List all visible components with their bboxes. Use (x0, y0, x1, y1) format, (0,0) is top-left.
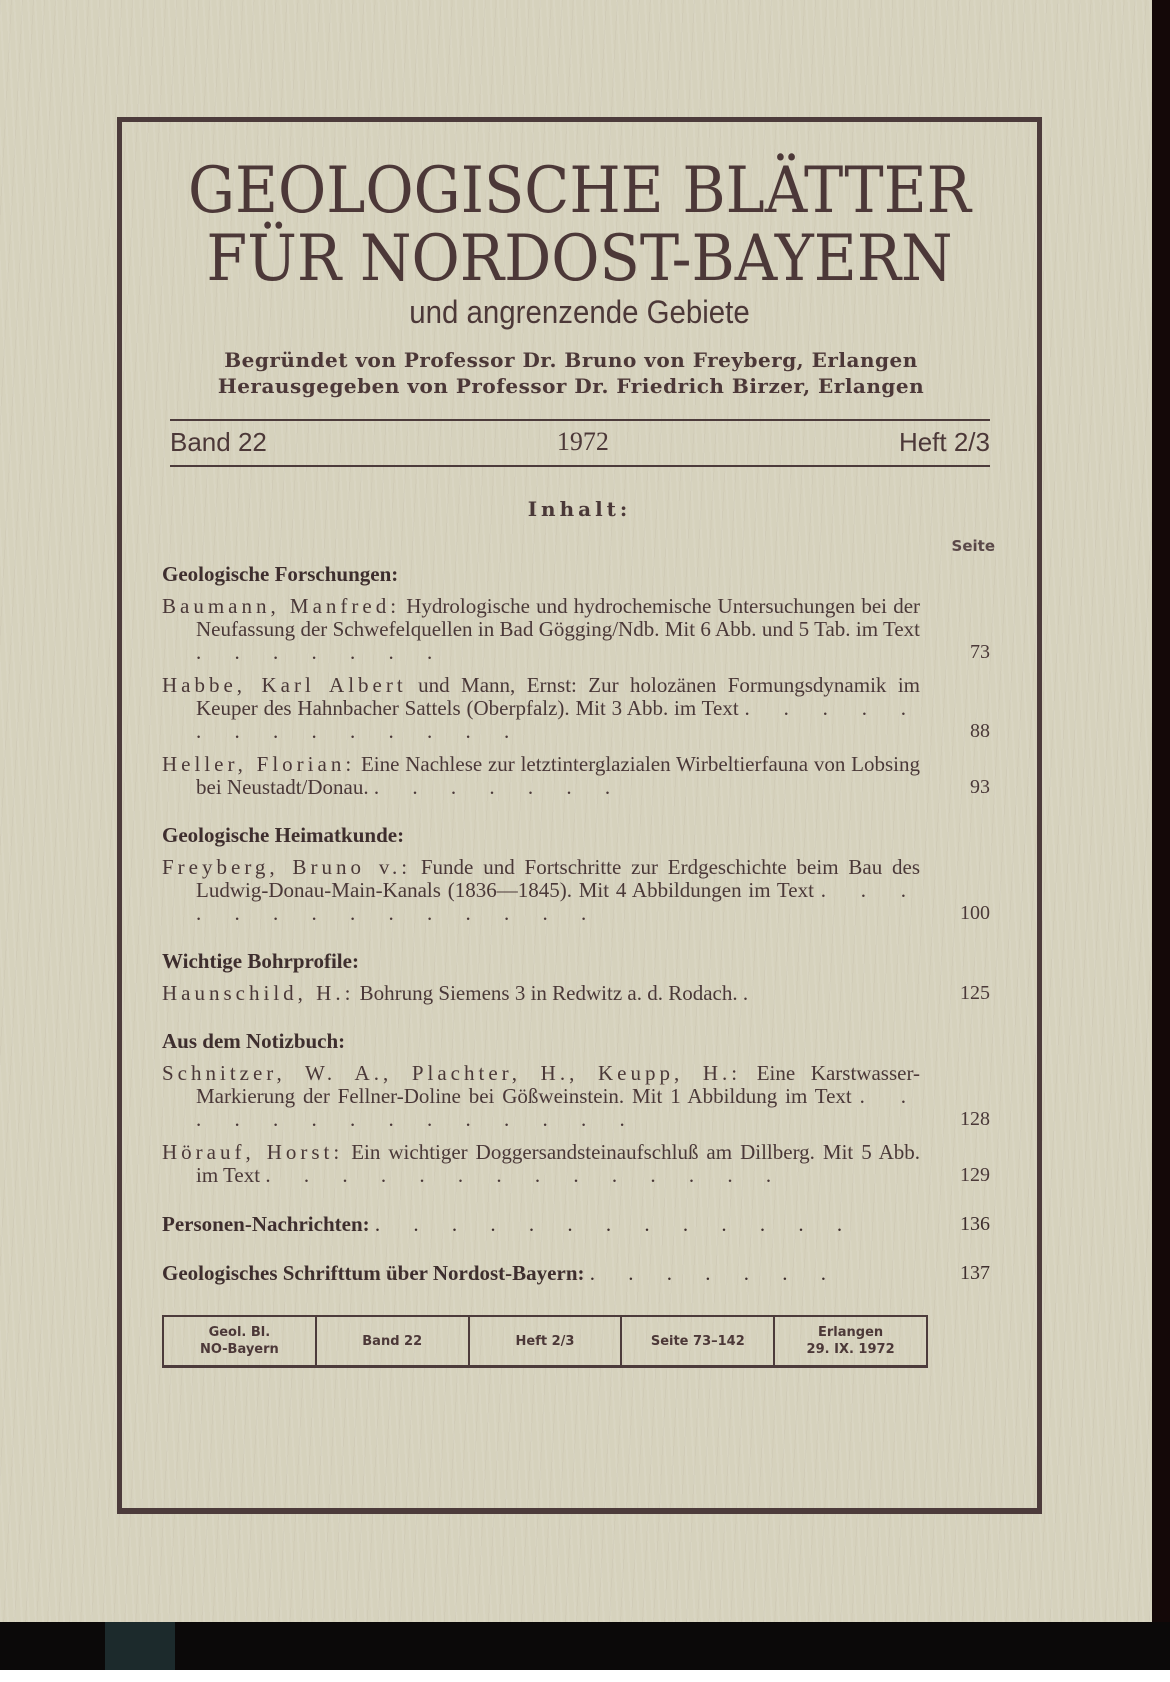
citation-text: Geol. Bl. (208, 1325, 271, 1340)
leader-dots: . . . . . . . . . . . . . . (196, 696, 921, 743)
entry-page-number: 125 (960, 982, 990, 1004)
toc-entry[interactable] (162, 1062, 990, 1131)
edited-by-line: Herausgegeben von Professor Dr. Friedrich Birzer, Erlangen (217, 374, 925, 398)
entry-title: Hydrologische und hydrochemische Untersuchungen bei der Neufassung der Schwefelquellen in Bad Gögging/Ndb. Mit 6 Abb. und 5 Tab. im Text (196, 594, 921, 641)
leader-dots: . . . . . . . (589, 1261, 840, 1285)
toc-entry[interactable] (162, 753, 990, 799)
citation-cell-pages (622, 1317, 775, 1365)
journal-subtitle: und angrenzende Gebiete (409, 294, 750, 330)
section-title: Personen-Nachrichten: (162, 1212, 370, 1236)
toc-entry[interactable] (162, 1141, 990, 1187)
entry-page-number: 100 (960, 902, 990, 924)
leader-dots: . . . . . . . (373, 775, 625, 799)
entry-author: Heller, Florian: (162, 752, 356, 776)
cover-frame (117, 117, 1042, 1514)
entry-title: Eine Nachlese zur letztinterglazialen Wirbeltierfauna von Lobsing bei Neustadt/Donau. (196, 752, 921, 799)
toc-entry[interactable] (162, 595, 990, 664)
scan-artifact (105, 1622, 175, 1670)
leader-dots: . . . . . . . (196, 640, 447, 664)
entry-title: Bohrung Siemens 3 in Redwitz a. d. Rodach. (359, 981, 738, 1005)
entry-page-number: 73 (970, 641, 990, 663)
entry-page-number: 137 (960, 1262, 990, 1284)
toc-entry[interactable] (162, 856, 990, 925)
section-title: Geologische Heimatkunde: (162, 823, 405, 847)
journal-title-line1: GEOLOGISCHE BLÄTTER (187, 154, 972, 228)
scan-edge-shadow (1152, 0, 1170, 1622)
divider-rule (170, 465, 990, 467)
section-title: Geologische Forschungen: (162, 562, 399, 586)
founded-by-line: Begründet von Professor Dr. Bruno von Freyberg, Erlangen (224, 348, 918, 372)
toc-section-literature[interactable] (162, 1262, 990, 1285)
citation-cell-issue (470, 1317, 623, 1365)
leader-dots: . . . . . . . . . . . . . (374, 1212, 857, 1236)
scan-bottom-shadow (0, 1622, 1170, 1670)
citation-table (162, 1315, 928, 1368)
volume-label: Band 22 (170, 426, 267, 457)
table-of-contents (162, 562, 990, 1285)
citation-text: Band 22 (362, 1333, 423, 1349)
citation-cell-volume (317, 1317, 470, 1365)
entry-title: Funde und Fortschritte zur Erdgeschichte beim Bau des Ludwig-Donau-Main-Kanals (1836—1845). Mit 4 Abbildungen im Text (196, 855, 921, 902)
citation-cell-journal (164, 1317, 317, 1365)
citation-text: Erlangen (818, 1325, 884, 1340)
entry-page-number: 136 (960, 1213, 990, 1235)
toc-entry[interactable] (162, 982, 990, 1005)
entry-page-number: 93 (970, 776, 990, 798)
entry-page-number: 129 (960, 1164, 990, 1186)
section-title: Geologisches Schrifttum über Nordost-Bayern: (162, 1261, 585, 1285)
entry-author: Freyberg, Bruno v.: (162, 855, 412, 879)
entry-author: Schnitzer, W. A., Plachter, H., Keupp, H.: (162, 1061, 742, 1085)
page-column-label: Seite (951, 537, 995, 555)
citation-text: Heft 2/3 (515, 1333, 575, 1349)
contents-heading: Inhalt: (527, 497, 632, 521)
section-title: Aus dem Notizbuch: (162, 1029, 346, 1053)
entry-title: und Mann, Ernst: Zur holozänen Formungsdynamik im Keuper des Hahnbacher Sattels (Oberpfalz). Mit 3 Abb. im Text (196, 673, 920, 720)
journal-title-line2: FÜR NORDOST-BAYERN (206, 222, 953, 296)
issue-number-label: Heft 2/3 (898, 426, 990, 457)
leader-dots: . (742, 981, 763, 1005)
leader-dots: . . . . . . . . . . . . . . (196, 878, 921, 925)
toc-section-personnel-news[interactable] (162, 1213, 990, 1236)
divider-rule (170, 419, 990, 421)
entry-page-number: 128 (960, 1108, 990, 1130)
entry-author: Hörauf, Horst: (162, 1140, 344, 1164)
toc-entry[interactable] (162, 674, 990, 743)
entry-page-number: 88 (970, 720, 990, 742)
entry-title: Eine Karstwasser-Markierung der Fellner-Doline bei Gößweinstein. Mit 1 Abbildung im Text (196, 1061, 921, 1108)
year-label: 1972 (556, 427, 609, 456)
entry-author: Baumann, Manfred: (162, 594, 401, 618)
entry-author: Haunschild, H.: (162, 981, 355, 1005)
citation-text: 29. IX. 1972 (806, 1342, 895, 1357)
citation-text: Seite 73–142 (650, 1333, 745, 1349)
entry-author: Habbe, Karl Albert (162, 673, 407, 697)
citation-cell-place-date (775, 1317, 926, 1365)
entry-title: Ein wichtiger Doggersandsteinaufschluß am Dillberg. Mit 5 Abb. im Text (196, 1140, 920, 1187)
citation-text: NO-Bayern (199, 1342, 279, 1357)
leader-dots: . . . . . . . . . . . . . . (196, 1084, 920, 1131)
issue-info-row (170, 424, 990, 460)
leader-dots: . . . . . . . . . . . . . . (265, 1163, 786, 1187)
section-title: Wichtige Bohrprofile: (162, 949, 359, 973)
